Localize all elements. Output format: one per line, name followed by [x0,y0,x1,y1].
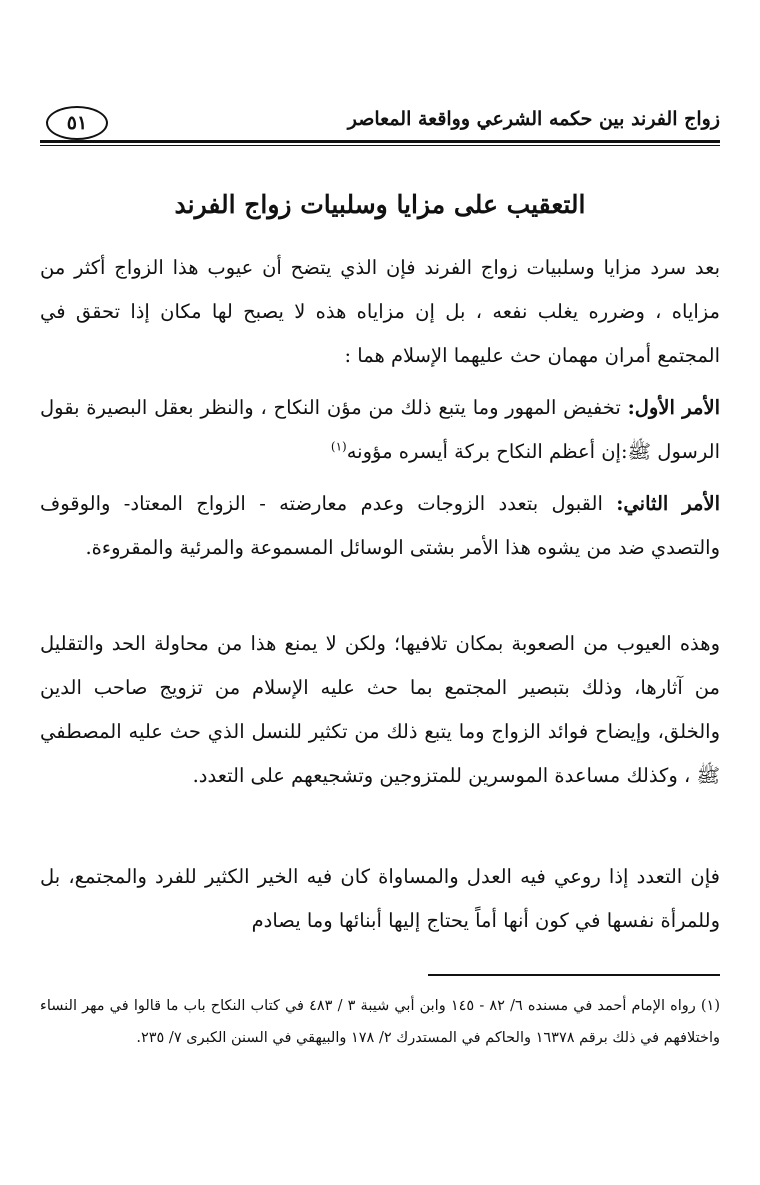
section-heading: التعقيب على مزايا وسلبيات زواج الفرند [174,190,586,219]
paragraph-polygamy: فإن التعدد إذا روعي فيه العدل والمساواة كان فيه الخير الكثير للفرد والمجتمع، بل وللمرأة نفسها في كون أنها أماً يحتاج إليها أبنائها وما يصادم [40,865,720,932]
footnote-reference[interactable]: (١) [330,439,347,454]
paragraph-intro: بعد سرد مزايا وسلبيات زواج الفرند فإن الذي يتضح أن عيوب هذا الزواج أكثر من مزاياه ، وضرره يغلب نفعه ، بل إن مزاياه هذه لا يصبح لها مكان إذا تحقق في المجتمع أمران مهمان حث عليهما الإسلام هما : [40,256,720,367]
running-header [40,104,720,144]
first-matter-text: تخفيض المهور وما يتبع ذلك من مؤن النكاح ، والنظر بعقل البصيرة بقول الرسول ﷺ:إن أعظم النكاح بركة أيسره مؤونه [40,396,720,463]
footnote-item: (١) رواه الإمام أحمد في مسنده ٦/ ٨٢ - ١٤٥ وابن أبي شيبة ٣ / ٤٨٣ في كتاب النكاح باب ما قالوا في مهر النساء واختلافهم في ذلك برقم ١٦٣٧٨ والحاكم في المستدرك ٢/ ١٧٨ والبيهقي في السنن الكبرى ٧/ ٢٣٥. [40,998,720,1046]
second-matter-label: الأمر الثاني: [616,492,720,515]
paragraph-remedy: وهذه العيوب من الصعوبة بمكان تلافيها؛ ولكن لا يمنع هذا من محاولة الحد والتقليل من آثارها، وذلك بتبصير المجتمع بما حث عليه الإسلام من تزويج صاحب الدين والخلق، وإيضاح فوائد الزواج وما يتبع ذلك من تكثير للنسل الذي حث عليه المصطفي ﷺ ، وكذلك مساعدة الموسرين للمتزوجين وتشجيعهم على التعدد. [40,632,720,787]
paragraph-second-matter [40,482,720,570]
header-rule-thin [40,145,720,146]
page-number: ٥١ [46,106,108,140]
first-matter-label: الأمر الأول: [627,396,720,419]
header-rule-thick [40,140,720,143]
second-matter-text: القبول بتعدد الزوجات وعدم معارضته - الزواج المعتاد- والوقوف والتصدي ضد من يشوه هذا الأمر بشتى الوسائل المسموعة والمرئية والمقروءة. [40,492,720,559]
footnotes [40,990,720,1054]
paragraph-first-matter [40,386,720,474]
footnote-separator [428,974,720,976]
running-title: زواج الفرند بين حكمه الشرعي وواقعة المعاصر [347,108,720,130]
